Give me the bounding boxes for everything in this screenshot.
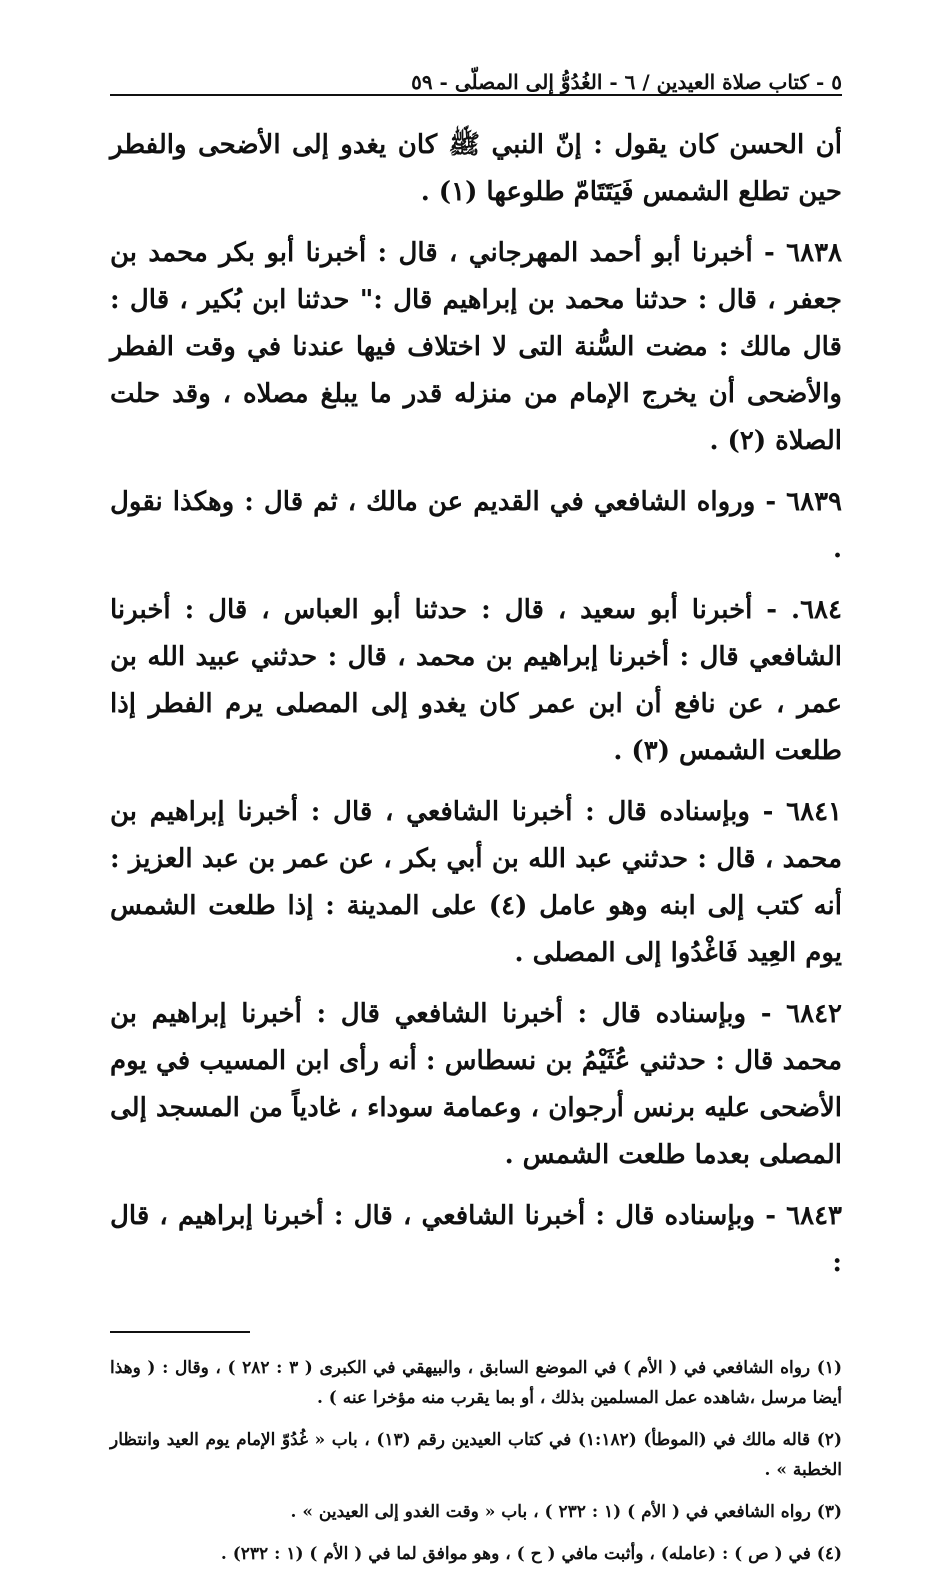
hadith-number: ٦٨٤٣ xyxy=(786,1201,842,1231)
running-header xyxy=(110,62,842,102)
footnote-1: (١) رواه الشافعي في ( الأم ) في الموضع السابق ، والبيهقي في الكبرى ( ٣ : ٢٨٢ ) ، وقال : ( وهذا أيضا مرسل ،شاهده عمل المسلمين بذلك ، أو بما يقرب منه مؤخرا عنه ) . xyxy=(110,1358,842,1408)
hadith-number: ٦٨٣٩ xyxy=(786,487,842,517)
footnote-2: (٢) قاله مالك في (الموطأ) (١:١٨٢) في كتاب العيدين رقم (١٣) ، باب « غُدُوّ الإمام يوم العيد وانتظار الخطبة » . xyxy=(110,1430,842,1480)
paragraph xyxy=(110,122,842,216)
footnote-3: (٣) رواه الشافعي في ( الأم ) (١ : ٢٣٢ ) ، باب « وقت الغدو إلى العيدين » . xyxy=(290,1502,842,1522)
footnote-4: (٤) في ( ص ) : (عامله) ، وأثبت مافي ( ح ) ، وهو موافق لما في ( الأم ) (١ : ٢٣٢) . xyxy=(220,1544,842,1564)
footnote-separator xyxy=(110,1331,250,1333)
header-rule xyxy=(110,94,842,96)
paragraph xyxy=(110,479,842,573)
hadith-number: ٦٨٤. xyxy=(791,595,842,625)
hadith-number: ٦٨٣٨ xyxy=(786,238,842,268)
footnotes xyxy=(110,1353,842,1569)
paragraph-text: - وبإسناده قال : أخبرنا الشافعي ، قال : أخبرنا إبراهيم بن محمد ، قال : حدثني عبد الله بن أبي بكر ، عن عمر بن عبد العزيز : أنه كتب إلى ابنه وهو عامل (٤) على المدينة : إذا طلعت الشمس يوم العِيد فَاغْدُوا إلى المصلى . xyxy=(110,797,842,968)
paragraph-text: - ورواه الشافعي في القديم عن مالك ، ثم قال : وهكذا نقول . xyxy=(110,487,842,564)
paragraph-text: أن الحسن كان يقول : إنّ النبي ﷺ كان يغدو إلى الأضحى والفطر حين تطلع الشمس فَيَتَتَامّ طلوعها (١) . xyxy=(110,130,842,207)
paragraph xyxy=(110,789,842,977)
hadith-number: ٦٨٤١ xyxy=(786,797,842,827)
main-text xyxy=(110,122,842,1287)
paragraph xyxy=(110,587,842,775)
book-page xyxy=(110,62,842,1564)
paragraph-text: - وبإسناده قال : أخبرنا الشافعي ، قال : أخبرنا إبراهيم ، قال : xyxy=(110,1201,842,1278)
hadith-number: ٦٨٤٢ xyxy=(786,999,842,1029)
paragraph xyxy=(110,230,842,465)
paragraph-text: - أخبرنا أبو أحمد المهرجاني ، قال : أخبرنا أبو بكر محمد بن جعفر ، قال : حدثنا محمد بن إبراهيم قال :" حدثنا ابن بُكير ، قال : قال مالك : مضت السُّنة التى لا اختلاف فيها عندنا في وقت الفطر والأضحى أن يخرج الإمام من منزله قدر ما يبلغ مصلاه ، وقد حلت الصلاة (٢) . xyxy=(110,238,842,456)
running-title: ٥ - كتاب صلاة العيدين / ٦ - الغُدُوُّ إلى المصلّى - ٥٩ xyxy=(397,70,842,94)
paragraph xyxy=(110,991,842,1179)
paragraph-text: - أخبرنا أبو سعيد ، قال : حدثنا أبو العباس ، قال : أخبرنا الشافعي قال : أخبرنا إبراهيم بن محمد ، قال : حدثني عبيد الله بن عمر ، عن نافع أن ابن عمر كان يغدو إلى المصلى يرم الفطر إذا طلعت الشمس (٣) . xyxy=(110,595,842,766)
paragraph-text: - وبإسناده قال : أخبرنا الشافعي قال : أخبرنا إبراهيم بن محمد قال : حدثني عُثَيْمُ بن نسطاس : أنه رأى ابن المسيب في يوم الأضحى عليه برنس أرجوان ، وعمامة سوداء ، غادياً من المسجد إلى المصلى بعدما طلعت الشمس . xyxy=(110,999,842,1170)
paragraph xyxy=(110,1193,842,1287)
